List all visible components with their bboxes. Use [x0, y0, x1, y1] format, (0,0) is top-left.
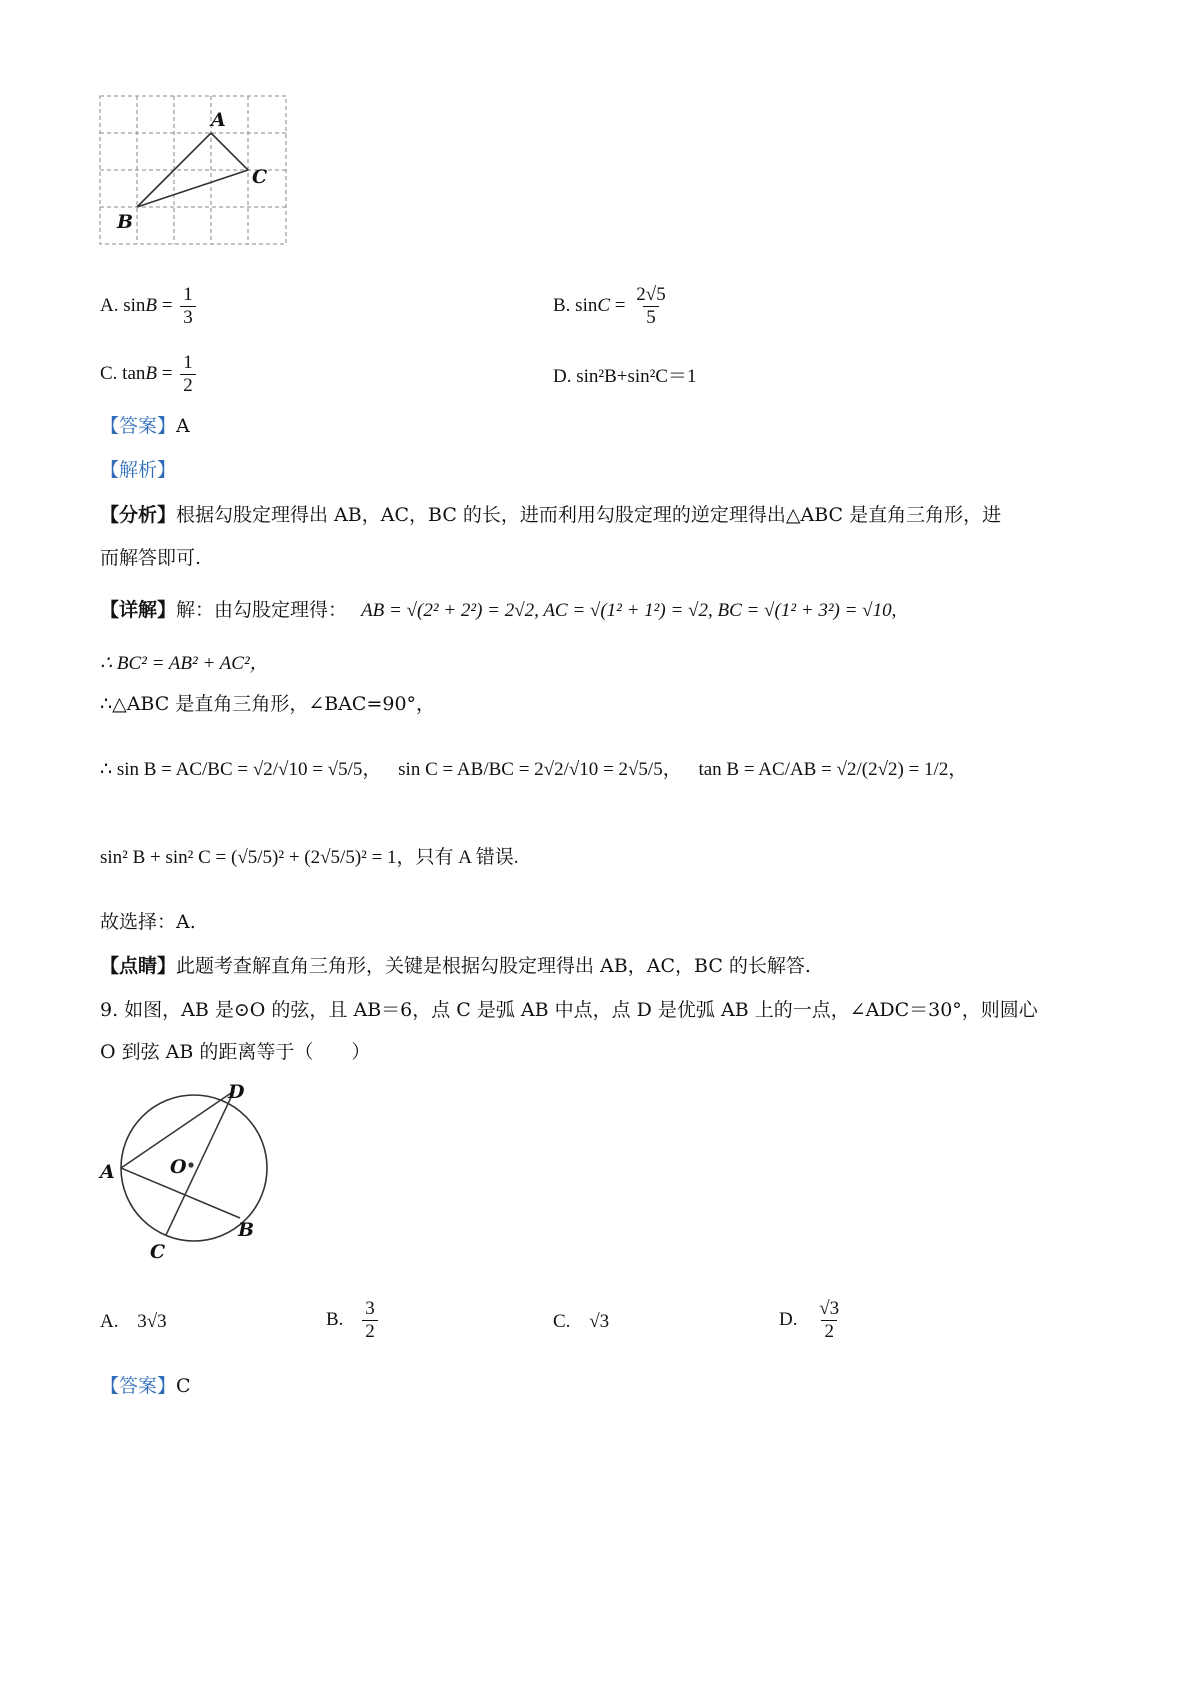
q8-xiangjie-label: 【详解】: [100, 599, 177, 621]
q8-xiangjie-line1: [100, 598, 896, 623]
q8-trig-line: [100, 758, 967, 782]
q8-option-c-num: 1: [183, 352, 193, 373]
q8-xiangjie-math: AB = √(2² + 2²) = 2√2, AC = √(1² + 1²) = √2, BC = √(1² + 3²) = √10,: [361, 600, 897, 621]
q8-fenxi-label: 【分析】: [100, 504, 177, 526]
q8-option-b-den: 5: [643, 306, 659, 329]
q9-option-a-value: 3√3: [137, 1311, 167, 1332]
q8-option-a: [100, 284, 199, 329]
q9-option-b-num: 3: [365, 1298, 375, 1319]
fig9-label-c: C: [150, 1241, 166, 1263]
q8-therefore-line1: ∴ BC² = AB² + AC²，: [100, 653, 269, 674]
q9-answer-line: [100, 1374, 191, 1398]
q8-option-c-fraction: [180, 352, 196, 397]
q8-option-a-prefix: A. sin: [100, 294, 146, 316]
q9-stem-line1: 9. 如图，AB 是⊙O 的弦，且 AB＝6，点 C 是弧 AB 中点，点 D 是优弧 AB 上的一点，∠ADC＝30°，则圆心: [100, 999, 1038, 1021]
q8-fenxi-text1: 根据勾股定理得出 AB，AC，BC 的长，进而利用勾股定理的逆定理得出△ABC 是直角三角形，进: [176, 504, 1002, 526]
q8-option-b-eq: =: [614, 294, 626, 316]
q8-option-c-eq: =: [161, 362, 173, 384]
q8-option-c-var: B: [145, 362, 157, 384]
fig9-label-b: B: [238, 1219, 255, 1241]
q8-option-d: D. sin²B+sin²C＝1: [553, 366, 697, 387]
q8-answer-line: [100, 414, 190, 438]
q8-option-a-eq: =: [161, 294, 173, 316]
q9-option-c: [553, 1310, 609, 1334]
q9-option-d-den: 2: [821, 1320, 837, 1343]
q9-stem-line2: O 到弦 AB 的距离等于（ ）: [100, 1041, 371, 1063]
q8-dianjing-text: 此题考查解直角三角形，关键是根据勾股定理得出 AB，AC，BC 的长解答.: [176, 955, 811, 977]
q8-option-b-num: 2√5: [636, 284, 666, 305]
fig9-label-a: A: [100, 1161, 115, 1183]
q8-tan-b: tan B = AC/AB = √2/(2√2) = 1/2，: [698, 759, 968, 780]
q9-option-c-value: √3: [589, 1311, 610, 1332]
q8-choose-line: 故选择：A.: [100, 911, 196, 933]
q8-sum-line: sin² B + sin² C = (√5/5)² + (2√5/5)² = 1，只有 A 错误.: [100, 847, 519, 868]
q9-option-b-label: B.: [326, 1308, 344, 1330]
fig8-label-b: B: [117, 211, 134, 233]
q9-option-d: [779, 1298, 845, 1343]
q8-option-b-var: C: [597, 294, 611, 316]
q8-option-a-fraction: [180, 284, 196, 329]
q9-option-d-fraction: [816, 1298, 842, 1343]
q8-analysis-label: 【解析】: [100, 459, 177, 481]
q9-option-c-label: C.: [553, 1311, 571, 1332]
q8-fenxi-line1: [100, 503, 1001, 527]
q8-sin-c: sin C = AB/BC = 2√2/√10 = 2√5/5，: [398, 759, 682, 780]
fig9-label-d: D: [228, 1081, 245, 1103]
q8-option-c: [100, 352, 199, 397]
q9-option-b: [326, 1298, 381, 1343]
q8-fenxi-line2: 而解答即可.: [100, 547, 202, 569]
q9-option-b-den: 2: [362, 1320, 378, 1343]
q9-option-b-fraction: [362, 1298, 378, 1343]
q9-option-a-label: A.: [100, 1311, 119, 1332]
q8-option-c-den: 2: [180, 374, 196, 397]
fig9-label-o: O: [170, 1156, 187, 1178]
fig8-label-c: C: [252, 166, 268, 188]
q8-xiangjie-text: 解：由勾股定理得：: [176, 599, 348, 621]
q8-option-c-prefix: C. tan: [100, 362, 146, 384]
center-dot: [188, 1162, 193, 1167]
q8-answer-value: A: [176, 415, 190, 437]
q8-option-a-num: 1: [183, 284, 193, 305]
q9-option-d-num: √3: [819, 1298, 840, 1319]
q8-option-a-den: 3: [180, 306, 196, 329]
q8-option-b: [553, 284, 672, 329]
q8-dianjing-line: [100, 954, 811, 978]
q9-option-d-label: D.: [779, 1308, 798, 1330]
q8-option-a-var: B: [145, 294, 158, 316]
q9-answer-label: 【答案】: [100, 1375, 177, 1397]
q8-option-b-fraction: [633, 284, 668, 329]
q8-option-b-prefix: B. sin: [553, 294, 598, 316]
q8-therefore-line2: ∴△ABC 是直角三角形，∠BAC=90°，: [100, 693, 436, 715]
q8-sin-b: ∴ sin B = AC/BC = √2/√10 = √5/5，: [100, 759, 382, 780]
q9-option-a: [100, 1310, 167, 1334]
fig8-label-a: A: [211, 109, 226, 131]
q9-answer-value: C: [176, 1375, 191, 1397]
q8-answer-label: 【答案】: [100, 415, 177, 437]
q8-dianjing-label: 【点睛】: [100, 955, 177, 977]
